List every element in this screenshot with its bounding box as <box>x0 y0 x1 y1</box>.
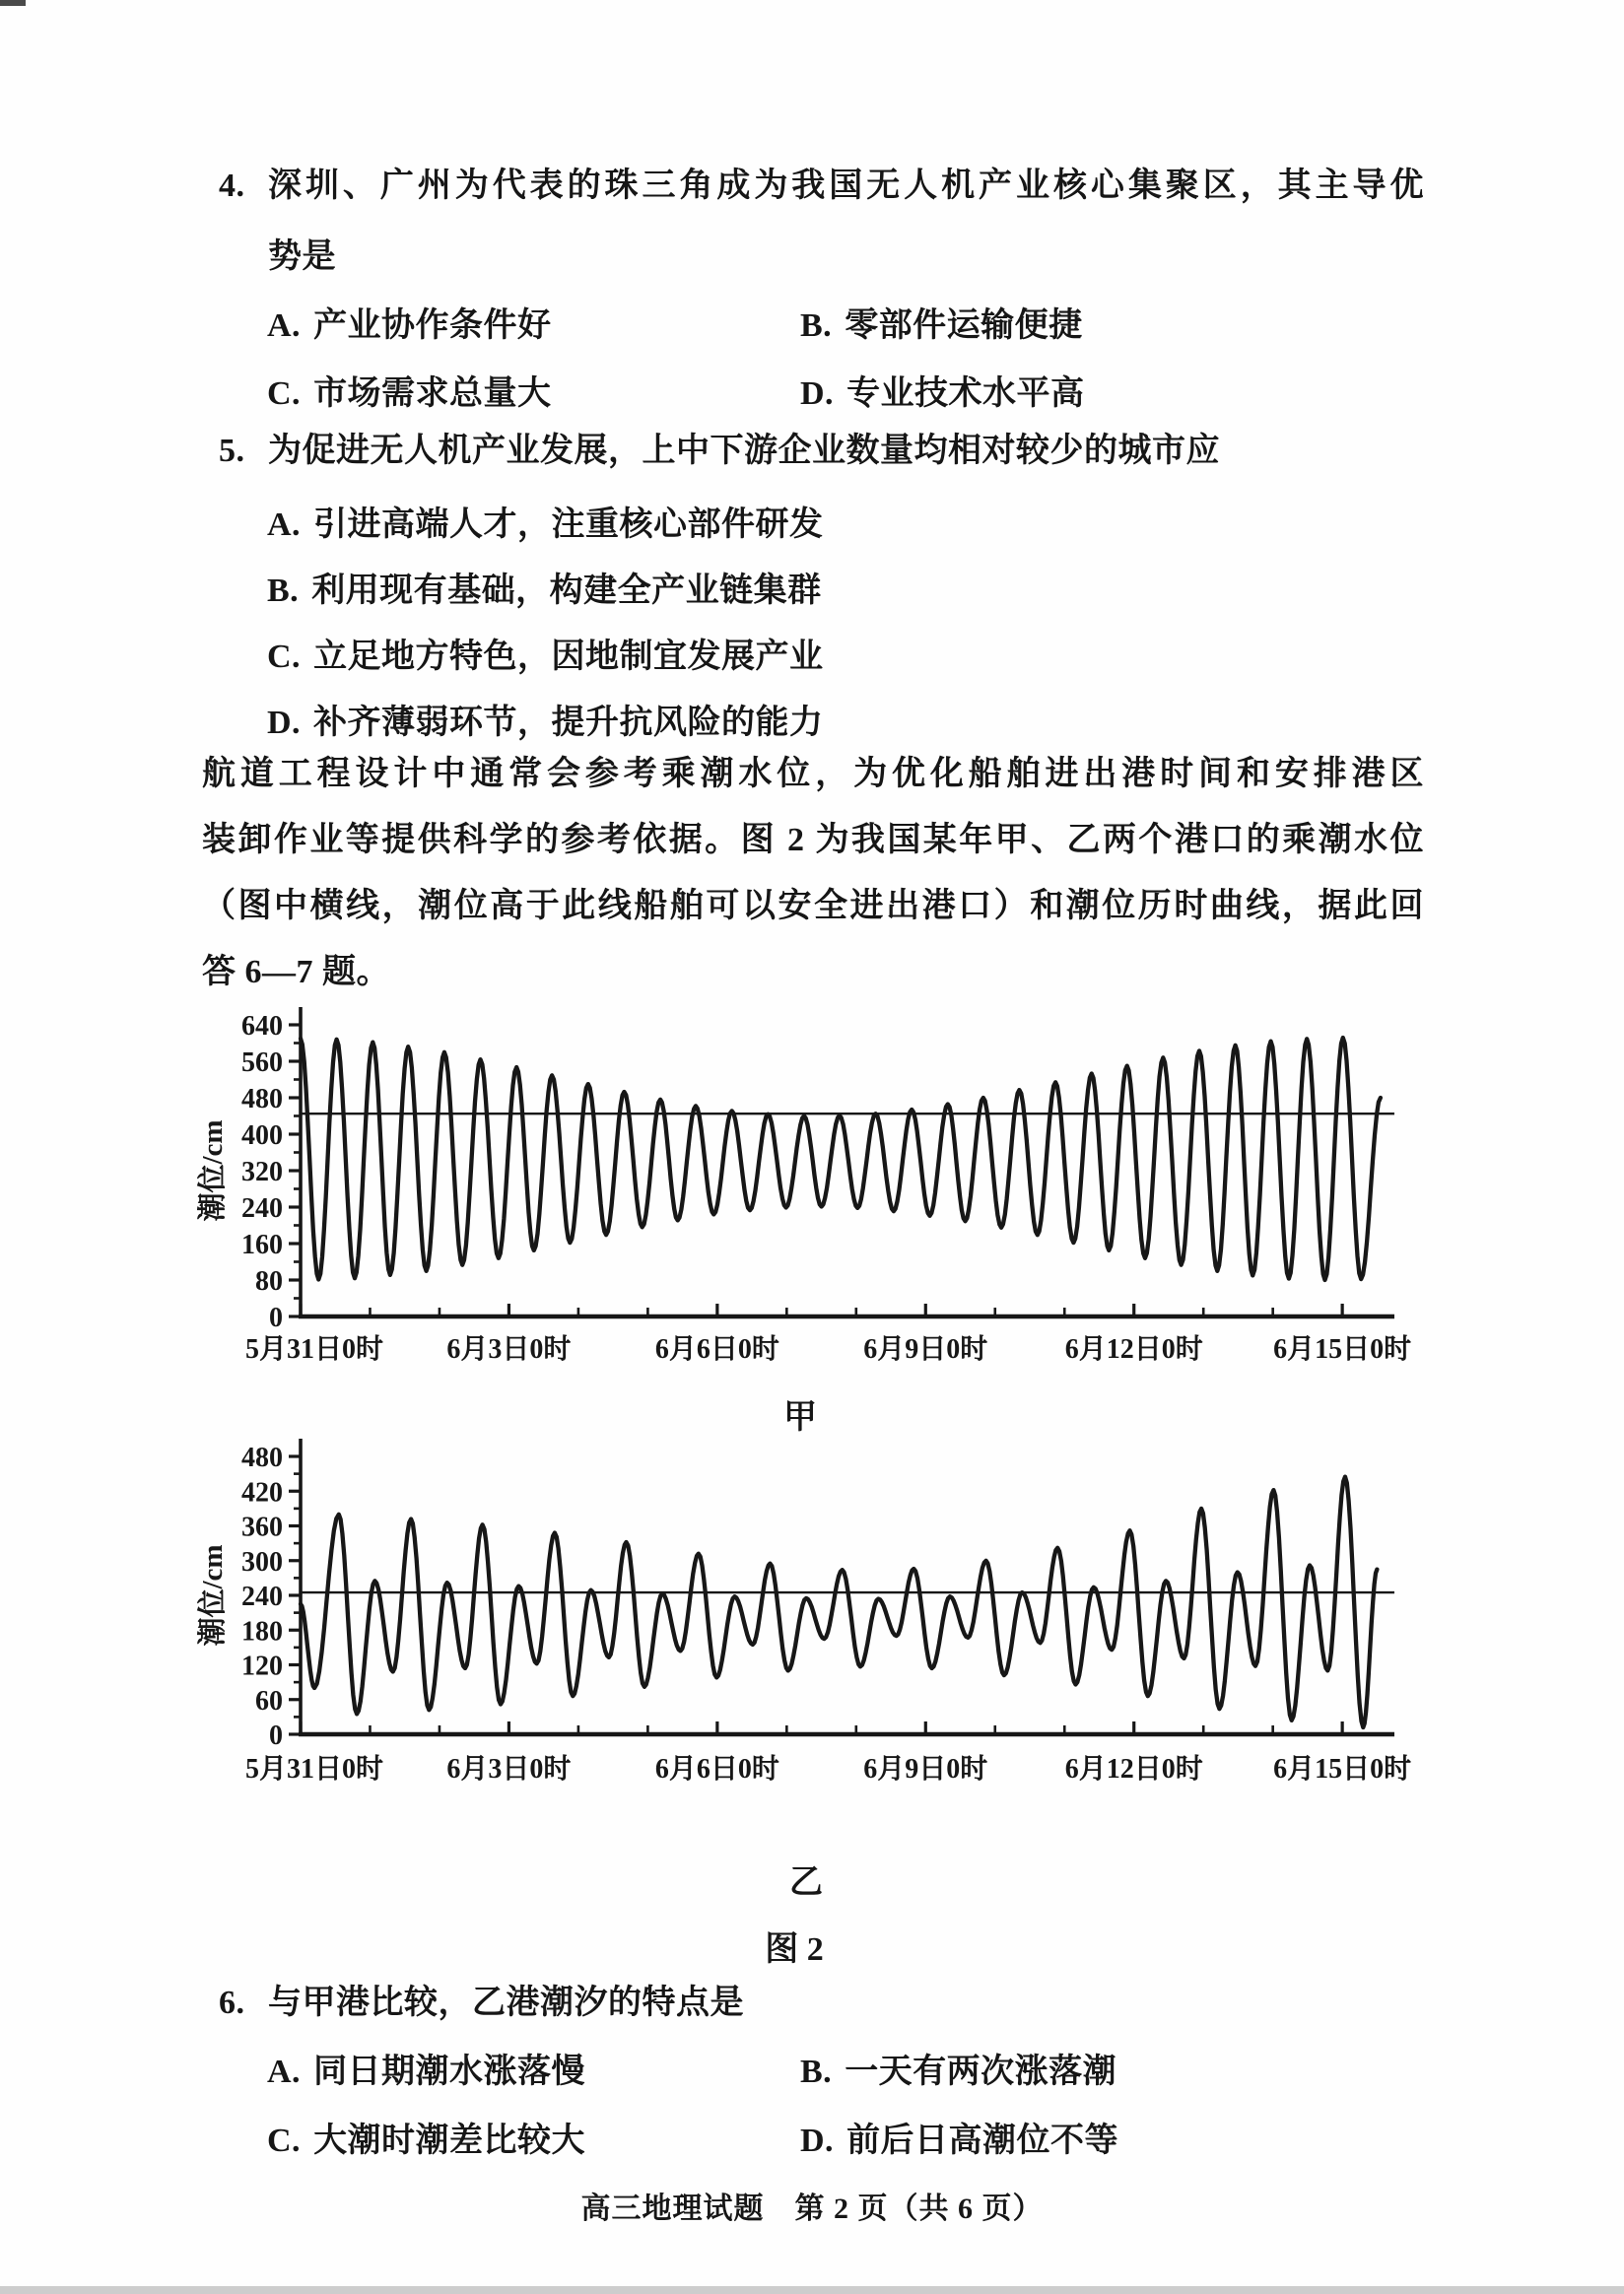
svg-text:6月6日0时: 6月6日0时 <box>654 1754 779 1785</box>
svg-text:6月9日0时: 6月9日0时 <box>863 1754 988 1785</box>
svg-text:300: 300 <box>241 1546 283 1578</box>
question-6-stem: 与甲港比较，乙港潮汐的特点是 <box>268 1985 744 2021</box>
question-5-number: 5. <box>219 433 245 469</box>
scan-artifact-bottom-edge <box>0 2286 1624 2294</box>
question-5-option-c <box>267 629 824 677</box>
page-footer: 高三地理试题 第 2 页（共 6 页） <box>580 2193 1044 2225</box>
passage-line-3: （图中横线，潮位高于此线船舶可以安全进出港口）和潮位历时曲线，据此回 <box>202 888 1424 924</box>
option-label: A. <box>267 307 302 344</box>
question-5-option-b <box>267 563 822 611</box>
svg-text:6月9日0时: 6月9日0时 <box>863 1334 988 1365</box>
question-6-option-b <box>800 2044 1116 2092</box>
svg-text:160: 160 <box>241 1230 283 1260</box>
svg-text:560: 560 <box>241 1047 283 1078</box>
svg-text:5月31日0时: 5月31日0时 <box>244 1754 384 1785</box>
svg-text:80: 80 <box>255 1266 283 1297</box>
option-label: C. <box>267 375 302 412</box>
option-text: 利用现有基础，构建全产业链集群 <box>311 573 822 609</box>
scan-artifact-top-left <box>0 0 26 6</box>
chart-jia-label: 甲 <box>783 1399 817 1436</box>
question-6-option-d <box>800 2113 1118 2161</box>
chart-yi-label: 乙 <box>789 1864 823 1901</box>
question-6-number: 6. <box>219 1985 245 2021</box>
question-5-option-d <box>267 695 824 743</box>
option-text: 同日期潮水涨落慢 <box>313 2054 586 2090</box>
svg-text:640: 640 <box>241 1011 283 1042</box>
question-5-stem: 为促进无人机产业发展，上中下游企业数量均相对较少的城市应 <box>268 433 1220 469</box>
y-axis-title: 潮位/cm <box>197 1119 229 1222</box>
option-text: 一天有两次涨落潮 <box>845 2054 1117 2090</box>
svg-text:400: 400 <box>241 1120 283 1151</box>
svg-text:320: 320 <box>241 1157 283 1187</box>
svg-text:0: 0 <box>269 1720 283 1751</box>
question-4-option-c <box>267 366 552 414</box>
svg-text:0: 0 <box>269 1303 283 1333</box>
option-label: C. <box>267 2123 302 2159</box>
svg-text:120: 120 <box>241 1651 283 1682</box>
option-text: 产业协作条件好 <box>313 307 552 344</box>
svg-text:180: 180 <box>241 1616 283 1648</box>
svg-text:6月15日0时: 6月15日0时 <box>1273 1334 1412 1365</box>
option-text: 零部件运输便捷 <box>845 307 1083 344</box>
tide-curve <box>301 1477 1377 1727</box>
tide-chart-yi <box>196 1439 1411 1785</box>
question-4-option-b <box>800 298 1083 346</box>
tide-curve <box>301 1038 1381 1280</box>
svg-text:420: 420 <box>241 1477 283 1509</box>
option-text: 市场需求总量大 <box>313 375 552 412</box>
option-label: A. <box>267 506 302 543</box>
passage-line-4: 答 6—7 题。 <box>202 954 390 990</box>
question-6-option-a <box>267 2044 585 2092</box>
option-label: B. <box>800 2054 833 2090</box>
svg-text:6月3日0时: 6月3日0时 <box>446 1754 572 1785</box>
svg-text:480: 480 <box>241 1443 283 1473</box>
tide-chart-jia <box>196 1007 1411 1365</box>
option-text: 补齐薄弱环节，提升抗风险的能力 <box>313 705 824 741</box>
option-label: B. <box>800 307 833 344</box>
passage-line-1: 航道工程设计中通常会参考乘潮水位，为优化船舶进出港时间和安排港区 <box>202 756 1424 792</box>
svg-text:480: 480 <box>241 1084 283 1114</box>
svg-text:6月15日0时: 6月15日0时 <box>1273 1754 1412 1785</box>
option-label: A. <box>267 2054 302 2090</box>
option-text: 前后日高潮位不等 <box>846 2123 1119 2159</box>
option-label: C. <box>267 639 302 675</box>
option-text: 引进高端人才，注重核心部件研发 <box>313 506 824 543</box>
option-label: B. <box>267 573 300 609</box>
figure-2-caption: 图 2 <box>765 1931 824 1968</box>
question-4-stem-line2: 势是 <box>268 238 336 275</box>
svg-text:6月6日0时: 6月6日0时 <box>654 1334 779 1365</box>
svg-text:6月12日0时: 6月12日0时 <box>1064 1334 1203 1365</box>
question-4-option-d <box>800 366 1085 414</box>
option-text: 大潮时潮差比较大 <box>313 2123 586 2159</box>
svg-text:5月31日0时: 5月31日0时 <box>244 1334 384 1365</box>
question-4-option-a <box>267 298 552 346</box>
svg-text:6月12日0时: 6月12日0时 <box>1064 1754 1203 1785</box>
svg-text:60: 60 <box>255 1685 283 1717</box>
question-4-stem-line1: 深圳、广州为代表的珠三角成为我国无人机产业核心集聚区，其主导优 <box>268 168 1424 204</box>
question-4-number: 4. <box>219 168 245 204</box>
y-axis-title: 潮位/cm <box>197 1544 229 1647</box>
svg-text:360: 360 <box>241 1512 283 1543</box>
option-label: D. <box>800 2123 835 2159</box>
question-5-option-a <box>267 497 824 545</box>
question-6-option-c <box>267 2113 585 2161</box>
passage-line-2: 装卸作业等提供科学的参考依据。图 2 为我国某年甲、乙两个港口的乘潮水位 <box>202 822 1424 858</box>
option-label: D. <box>267 705 302 741</box>
option-text: 立足地方特色，因地制宜发展产业 <box>313 639 824 675</box>
option-text: 专业技术水平高 <box>846 375 1085 412</box>
svg-text:240: 240 <box>241 1582 283 1612</box>
svg-text:6月3日0时: 6月3日0时 <box>446 1334 572 1365</box>
svg-text:240: 240 <box>241 1193 283 1224</box>
option-label: D. <box>800 375 835 412</box>
